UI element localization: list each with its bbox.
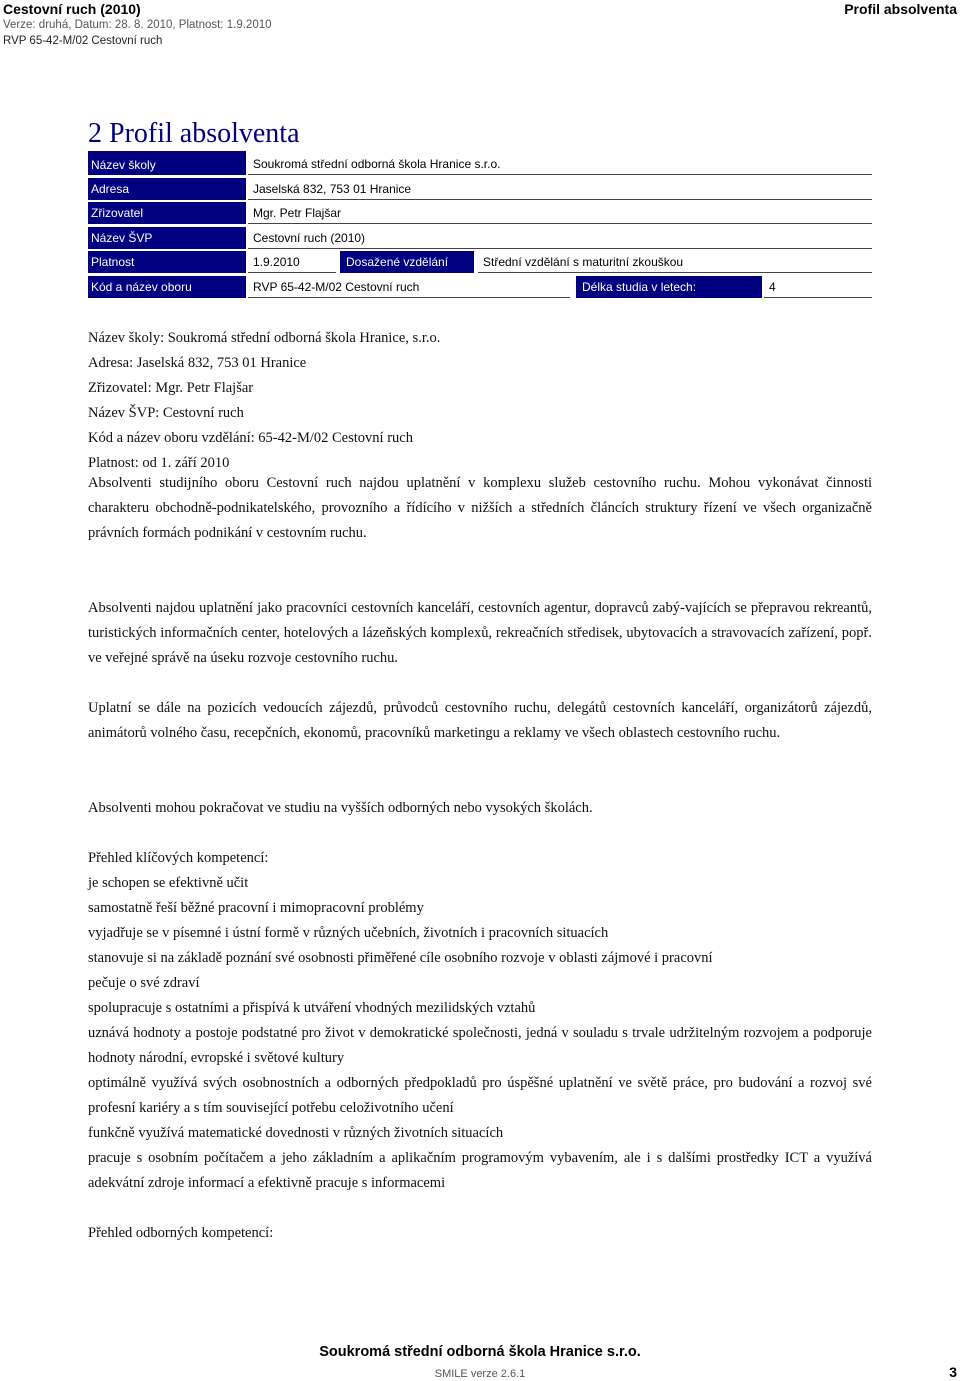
- key-competences-heading: Přehled klíčových kompetencí:: [88, 850, 269, 866]
- info-line-field: Kód a název oboru vzdělání: 65-42-M/02 Cestovní ruch: [88, 430, 413, 446]
- list-item: vyjadřuje se v písemné i ústní formě v různých učebních, životních i pracovních situacích: [88, 925, 609, 941]
- table-row-field: [88, 276, 872, 301]
- professional-competences-heading: Přehled odborných kompetencí:: [88, 1225, 274, 1241]
- list-item: pečuje o své zdraví: [88, 975, 200, 991]
- document-title: Cestovní ruch (2010): [3, 1, 141, 17]
- list-item: stanovuje si na základě poznání své osobnosti přiměřené cíle osobního rozvoje v oblasti zájmové i pracovní: [88, 950, 713, 966]
- field-value: RVP 65-42-M/02 Cestovní ruch: [248, 276, 570, 298]
- table-row-founder: [88, 202, 872, 227]
- list-item: samostatně řeší běžné pracovní i mimopracovní problémy: [88, 900, 424, 916]
- footer-school-name: Soukromá střední odborná škola Hranice s.r.o.: [319, 1344, 641, 1360]
- validity-label: Platnost: [88, 251, 246, 273]
- page-header: [3, 1, 272, 49]
- paragraph-further-study: Absolventi mohou pokračovat ve studiu na vyšších odborných nebo vysokých školách.: [88, 800, 593, 816]
- paragraph-positions: Uplatní se dále na pozicích vedoucích zájezdů, průvodců cestovního ruchu, delegátů cestovních kanceláří, organizátorů zájezdů, animátorů volného času, recepčních, ekonomů, pracovníků marketingu a reklamy ve všech oblastech cestovního ruchu.: [88, 700, 872, 741]
- duration-label: Délka studia v letech:: [576, 276, 762, 298]
- founder-label: Zřizovatel: [88, 202, 246, 224]
- info-line-school: Název školy: Soukromá střední odborná škola Hranice, s.r.o.: [88, 330, 441, 346]
- list-item: je schopen se efektivně učit: [88, 875, 249, 891]
- info-line-address: Adresa: Jaselská 832, 753 01 Hranice: [88, 355, 307, 371]
- list-item: uznává hodnoty a postoje podstatné pro život v demokratické společnosti, jedná v souladu s trvale udržitelným rozvojem a podporuje hodnoty národní, evropské i světové kultury: [88, 1025, 872, 1066]
- page-number: 3: [949, 1364, 957, 1380]
- table-row-address: [88, 178, 872, 203]
- header-section-title: Profil absolventa: [844, 1, 957, 17]
- paragraph-employers: Absolventi najdou uplatnění jako pracovníci cestovních kanceláří, cestovních agentur, dopravců zabý-vajících se přepravou rekreantů, turistických informačních center, hotelových a lázeňských komplexů, rekreačních středisek, ubytovacích a stravovacích zařízení, popř. ve veřejné správě na úseku rozvoje cestovního ruchu.: [88, 600, 872, 666]
- address-label: Adresa: [88, 178, 246, 200]
- key-competences-list: [88, 846, 872, 1246]
- duration-value: 4: [764, 276, 872, 298]
- list-item: optimálně využívá svých osobnostních a odborných předpokladů pro úspěšné uplatnění ve světě práce, pro budování a rozvoj své profesní kariéry a s tím související potřebu celoživotního učení: [88, 1075, 872, 1116]
- school-info-table: [88, 153, 872, 300]
- founder-value: Mgr. Petr Flajšar: [248, 202, 872, 224]
- svp-value: Cestovní ruch (2010): [248, 227, 872, 249]
- education-label: Dosažené vzdělání: [340, 251, 474, 273]
- table-row-validity: [88, 251, 872, 276]
- info-line-founder: Zřizovatel: Mgr. Petr Flajšar: [88, 380, 254, 396]
- paragraph-employment: Absolventi studijního oboru Cestovní ruch najdou uplatnění v komplexu služeb cestovního ruchu. Mohou vykonávat činnosti charakteru obchodně-podnikatelského, provozního a řídícího v nižších a středních článcích struktury řízení ve všech organizačně právních formách podnikání v cestovním ruchu.: [88, 475, 872, 541]
- svp-label: Název ŠVP: [88, 227, 246, 249]
- footer-version: SMILE verze 2.6.1: [434, 1368, 526, 1380]
- education-value: Střední vzdělání s maturitní zkouškou: [478, 251, 872, 273]
- school-label: Název školy: [88, 151, 246, 175]
- list-item: spolupracuje s ostatními a přispívá k utváření vhodných mezilidských vztahů: [88, 1000, 536, 1016]
- section-title: 2 Profil absolventa: [88, 118, 300, 149]
- rvp-line: RVP 65-42-M/02 Cestovní ruch: [3, 35, 163, 47]
- field-label: Kód a název oboru: [88, 276, 246, 298]
- spacer: [88, 1196, 872, 1221]
- table-row-school: [88, 153, 872, 178]
- info-line-validity: Platnost: od 1. září 2010: [88, 455, 230, 471]
- table-row-svp: [88, 227, 872, 252]
- school-info-lines: [88, 326, 440, 476]
- validity-value: 1.9.2010: [248, 251, 336, 273]
- list-item: funkčně využívá matematické dovednosti v různých životních situacích: [88, 1125, 504, 1141]
- school-value: Soukromá střední odborná škola Hranice s.r.o.: [248, 153, 872, 175]
- list-item: pracuje s osobním počítačem a jeho základním a aplikačním programovým vybavením, ale i s dalšími prostředky ICT a využívá adekvátní zdroje informací a efektivně pracuje s informacemi: [88, 1150, 872, 1191]
- info-line-svp: Název ŠVP: Cestovní ruch: [88, 405, 244, 421]
- address-value: Jaselská 832, 753 01 Hranice: [248, 178, 872, 200]
- version-line: Verze: druhá, Datum: 28. 8. 2010, Platnost: 1.9.2010: [3, 19, 272, 31]
